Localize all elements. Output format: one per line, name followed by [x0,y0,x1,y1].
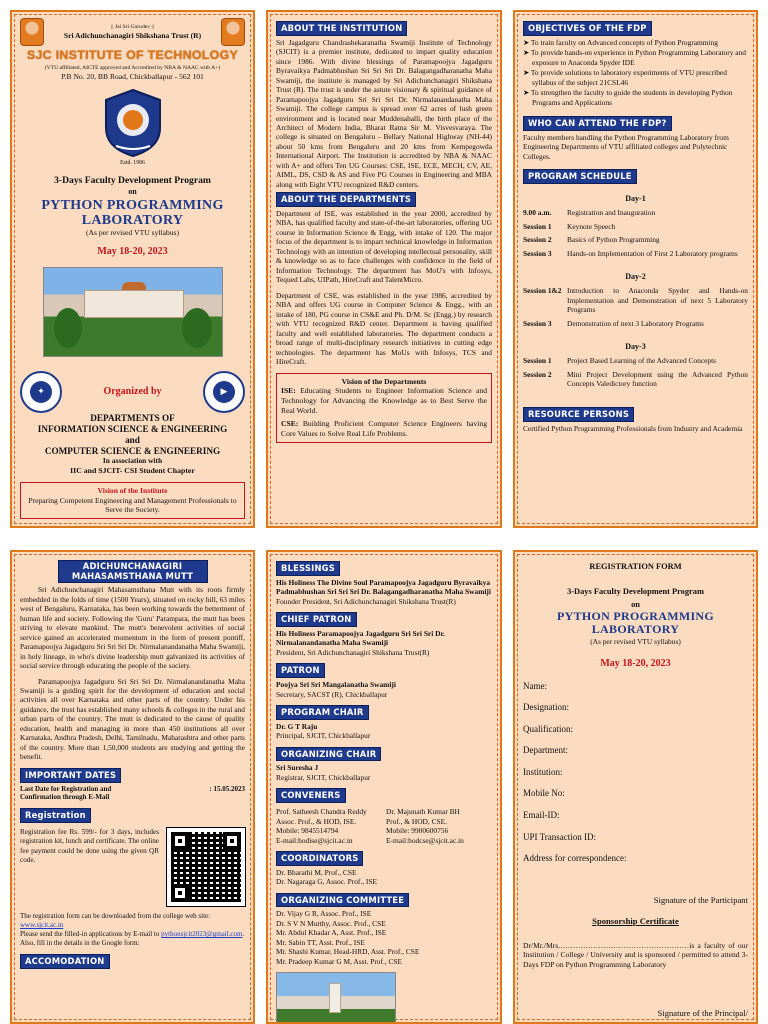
schedule-heading: PROGRAM SCHEDULE [523,169,637,184]
affiliation: (VTU affiliated, AICTE approved and Accredited by NBA & NAAC with A+) [44,64,221,71]
form-fdp: 3-Days Faculty Development Program [567,586,704,596]
resource-persons-heading: RESOURCE PERSONS [523,407,634,422]
dept-line-2: INFORMATION SCIENCE & ENGINEERING [37,423,228,434]
participant-signature: Signature of the Participant [653,894,748,905]
conveners-list [276,807,492,845]
college-website-link[interactable]: www.sjcit.ac.in [20,921,64,930]
organizing-chair-role: Registrar, SJCIT, Chickballapur [276,772,371,782]
mutt-text-1: Sri Adichunchanagiri Mahasamsthana Mutt with its roots firmly embedded in the folds of time (1500 Years), situated on rocky hill, 63 miles west of Bengaluru, Karnataka, has been working towards the betterment of human life and society. Following the 'Guru' Parampara, the mutt has been striving to elevate mankind. The mutt's benevolent activities of social service gained an accelerated momentum in the form of present pontiff, Paramapoojya Jagadguru Sri Sri Sri Dr. Nirmalanandanatha Maha Swamiji, in holy lineage, in who's divine leadership mutt galvanized its activities of social service through educating the people of the society. [20,585,245,671]
who-can-attend-heading: WHO CAN ATTEND THE FDP? [523,116,672,131]
program-chair-name: Dr. G T Raju [276,721,318,731]
dept-and: and [125,434,140,445]
registration-email-link[interactable]: pythonsjcit2023@gmail.com [161,930,243,939]
principal-signature: Signature of the Principal/ [657,1007,748,1018]
qualification-field[interactable]: Qualification: [523,723,573,734]
email-note: Please send the filled-in applications by E-mail to pythonsjcit2023@gmail.com. Also, fill in the details in the Google form: [20,930,245,948]
objectives-panel [513,10,758,528]
vision-title: Vision of the Institute [97,485,168,495]
institute-name: SJC INSTITUTE OF TECHNOLOGY [26,48,239,62]
program-chair-role: Principal, SJCIT, Chickballapur [276,731,371,741]
form-syllabus: (As per revised VTU syllabus) [590,636,681,646]
form-title-1: PYTHON PROGRAMMING [556,609,715,624]
payment-qr-code[interactable] [167,828,245,906]
dept-vision-title: Vision of the Departments [341,376,427,386]
chief-patron-name: His Holiness Paramapoojya Jagadguru Sri Sri Sri Dr. Nirmalanandanatha Maha Swamiji [276,628,445,648]
accommodation-heading: ACCOMODATION [20,954,110,969]
download-note: The registration form can be downloaded from the college web site: www.sjcit.ac.in [20,912,211,930]
cse-vision-label: CSE: [281,419,299,429]
day-label: Day-2 [625,272,646,282]
committee-member: Mr. Sabin TT, Asst. Prof., ISE [276,937,365,947]
designation-field[interactable]: Designation: [523,702,569,713]
form-on: on [631,599,640,609]
resource-persons-text: Certified Python Programming Professionals from Industry and Academia [523,423,743,433]
csi-logo: ▶ [203,371,245,413]
cse-description: Department of CSE, was established in the year 1986, accredited by NBA and offers UG course in Computer Science & Engg., with an intake of 180, PG course in CS&E and Ph. D/M. Sc (Engg.) by research with VTU recognized R&D center. Department is having qualified faculty and well established laboratories. The department conducts a broad range of multi-disciplinary research initiatives in cutting edge technologies. The department has MoUs with Infosys, TCS and HireCraft. [276,290,492,367]
institute-vision [20,482,245,519]
jai-gurudev: || Jai Sri Gurudev || [111,23,154,30]
patron-role: Secretary, SACST (R), Chickballapur [276,689,388,699]
cover-panel [10,10,255,528]
committee-member: Dr. Vijay G R, Assoc. Prof., ISE [276,909,372,919]
department-field[interactable]: Department: [523,745,568,756]
ise-description: Department of ISE, was established in the year 2000, accredited by NBA, has qualified faculty and state-of-the-art laboratories, offering UG course in Information Science & Engg, with intake of 120. The major focus of the department is to impart technical knowledge in Information Technology with an intention of developing intellectual personality, skill & knowledge so as to face challenges with confidence in the field of Information Technology. The department has MoU's with Infosys, Tequed Labs, UIPath, HireCraft and TalentMicro. [276,209,492,285]
schedule-day-1: 9.00 a.m. Registration and Inauguration Session 1 Keynote Speech Session 2 Basics of Python Programming Session 3 Hands-on Implementation of First 2 Laboratory programs [523,208,738,258]
about-institution-heading: ABOUT THE INSTITUTION [276,21,407,36]
committee-panel [266,550,502,1024]
conveners-heading: CONVENERS [276,788,346,803]
chief-patron-role: President, Sri Adichunchanagiri Shikshana Trust(R) [276,647,430,657]
sponsorship-text: Dr/Mr./Mrs.……………………………………………is a faculty of our Institution / College / University and is sponsored / permitted to attend 3-Days FDP on Python Programming Laboratory [523,940,748,969]
blessings-heading: BLESSINGS [276,561,340,576]
institution-field[interactable]: Institution: [523,766,563,777]
objective-item: ➤ To train faculty on Advanced concepts of Python Programming [523,37,719,47]
objectives-heading: OBJECTIVES OF THE FDP [523,21,652,36]
important-dates-heading: IMPORTANT DATES [20,768,121,783]
campus-photo-2 [276,972,396,1024]
about-panel [266,10,502,528]
registration-heading: Registration [20,808,91,823]
committee-member: Mr. Pradeep Kumar G M, Asst. Prof., CSE [276,956,403,966]
blessings-role: Founder President, Sri Adichunchanagiri Shikshana Trust(R) [276,596,456,606]
form-title: REGISTRATION FORM [589,562,682,571]
vision-text: Preparing Competent Engineering and Management Professionals to Serve the Society. [28,495,237,515]
objective-item: ➤ To strengthen the faculty to guide the students in developing Python Programs and Applications [523,88,733,107]
association: In association with [102,456,163,466]
ise-vision-label: ISE: [281,386,296,396]
day-label: Day-3 [625,342,646,352]
coordinator: Dr. Bharathi M, Prof., CSE [276,867,357,877]
patron-name: Poojya Sri Sri Mangalanatha Swamiji [276,680,396,690]
who-can-attend-text: Faculty members handling the Python Programming Laboratory from Engineering Departments of VTU affiliated colleges and Polytechnic Colleges. [523,132,729,161]
coordinators-heading: COORDINATORS [276,851,363,866]
about-departments-heading: ABOUT THE DEPARTMENTS [276,192,416,207]
sponsorship-title: Sponsorship Certificate [592,915,679,926]
ise-vision: Educating Students to Engineer Information Science and Technology for Advancing the Knowledge as to Best Serve the Real World. [281,386,488,415]
coordinator: Dr. Nagaraga G, Assoc. Prof., ISE [276,877,377,887]
schedule-day-3: Session 1 Project Based Learning of the Advanced Concepts Session 2 Mini Project Development using the Advanced Python Concepts Valedictory function [523,356,748,389]
fdp-title: 3-Days Faculty Development Program [54,175,211,187]
schedule-day-2: Session 1&2 Introduction to Anaconda Spyder and Hands-on Implementation and Demonstration of next 5 Laboratory Programs Session 3 Demonstration of next 3 Laboratory Programs [523,286,748,328]
committee-member: Mr. Abdul Khadar A, Asst. Prof., ISE [276,928,387,938]
syllabus-note: (As per revised VTU syllabus) [85,228,180,238]
organizing-chair-name: Sri Suresha J [276,763,319,773]
mutt-text-2: Paramapoojya Jagadguru Sri Sri Sri Dr. Nirmalanandanatha Maha Swamiji is a guiding spirit for the development of education and social activities all over Karnataka and other parts of the country. Under his guidance, the trust has established many schools & colleges in the rural and urban parts of the country. The mutt is dedicated to the cause of quality education, health and managing in more than 450 institutions all over Karnataka, Andhra Pradesh, Delhi, Tamilnadu, Maharashtra and other parts of the country. More than 1,50,000 students are studying and getting the benefit. [20,676,245,762]
organizing-chair-heading: ORGANIZING CHAIR [276,747,381,762]
day-label: Day-1 [625,193,646,203]
campus-photo [43,267,223,357]
program-title-1: PYTHON PROGRAMMING [41,197,224,213]
mobile-field[interactable]: Mobile No: [523,788,565,799]
department-vision [276,373,492,443]
blessings-name: His Holiness The Divine Soul Paramapoojya Jagadguru Byravaikya Padmabhushan Sri Sri Sri Dr. Balagangadharanatha Maha Swamiji [276,577,491,597]
trust-name: Sri Adichunchanagiri Shikshana Trust (R) [63,30,202,40]
on-label: on [128,187,137,197]
cse-vision: Building Proficient Computer Science Engineers having Core Values to Solve Real Life Problems. [281,419,487,439]
convener: Prof. Satheesh Chandra Reddy Assoc. Prof., & HOD, ISE. Mobile: 9845514794 E-mail:hodise@sjcit.ac.in [276,807,367,845]
swamiji-portrait-right [221,18,245,46]
committee-member: Dr. S V N Murthy, Assoc. Prof., CSE [276,918,386,928]
mutt-heading: ADICHUNCHANAGIRI MAHASAMSTHANA MUTT [58,560,208,583]
upi-field[interactable]: UPI Transaction ID: [523,831,597,842]
last-date-row: Last Date for Registration and Confirmation through E-Mail : 15.05.2023 [20,784,245,802]
about-institution-text: Sri Jagadguru Chandrashekaranatha Swamiji Institute of Technology (SJCIT) is a premier institute, dedicated to impart quality education since 1986. With divine blessings of Paramapoojya Jagadguru Byravaikya Padmabhushan Sri Sri Sri Dr. Balagangadharanatha Maha Swamiji, the institute is managed by Sri Adichunchanagiri Shikshana Trust (R). The trust is under the astute visionary & spiritual guidance of Paramapoojya Jagadguru Sri Sri Sri Dr. Nirmalanandanatha Maha Swamiji. The college campus is spread over 62 acres of lush green environment and is located near Muddenahalli, the birth place of the Architect of Modern India, Bharat Ratna Sir M. Visvesvaraya. The college is situated on Bengaluru - Bellary National Highway (NH-44) about 50 kms from Bengaluru and 20 kms from Kempegowda International Airport. The Institution is accredited by NBA & NAAC with A+ and offers Ten UG Courses: CSE, ISE, ECE, MECH, CV, AE, AIML, DS, CSD & AS and Five PG Courses in Engineering and MBA along with Eight VTU recognized R&D centers. [276,37,492,189]
form-dates: May 18-20, 2023 [600,658,671,670]
dept-line-3: COMPUTER SCIENCE & ENGINEERING [44,445,221,456]
swamiji-portrait-left [20,18,44,46]
objective-item: ➤ To provide hands-on experience in Python Programming Laboratory and exposure to Anaconda Spyder IDE [523,48,746,67]
objective-item: ➤ To provide solutions to laboratory experiments of VTU prescribed syllabus of the subject 21CSL46 [523,68,727,87]
estd: Estd. 1986 [120,159,145,166]
chief-patron-heading: CHIEF PATRON [276,612,357,627]
organizing-committee-heading: ORGANIZING COMMITTEE [276,893,409,908]
name-field[interactable]: Name: [523,680,547,691]
program-chair-heading: PROGRAM CHAIR [276,705,369,720]
dept-line-1: DEPARTMENTS OF [90,412,175,423]
mutt-panel [10,550,255,1024]
convener: Dr. Majunath Kumar BH Prof., & HOD, CSE. Mobile: 9900600756 E-mail:hodcse@sjcit.ac.in [386,807,464,845]
address: P.B No. 20, BB Road, Chickballapur - 562 101 [61,72,204,82]
college-logo [102,88,164,158]
program-title-2: LABORATORY [81,213,184,229]
student-chapter: IIC and SJCIT- CSI Student Chapter [70,465,195,475]
organized-by: Organized by [103,385,162,397]
registration-form-panel [513,550,758,1024]
iic-logo: ✦ [20,371,62,413]
patron-heading: PATRON [276,663,325,678]
event-dates: May 18-20, 2023 [97,246,168,258]
address-field[interactable]: Address for correspondence: [523,853,627,864]
cover-header [20,18,245,46]
registration-text: Registration fee Rs. 599/- for 3 days, includes registration kit, lunch and certificate. The online fee payment could be done using the given QR code. [20,828,159,864]
form-title-2: LABORATORY [591,622,680,637]
email-field[interactable]: Email-ID: [523,809,560,820]
committee-member: Mr. Shashi Kumar, Head-HRD, Asst. Prof., CSE [276,947,420,957]
